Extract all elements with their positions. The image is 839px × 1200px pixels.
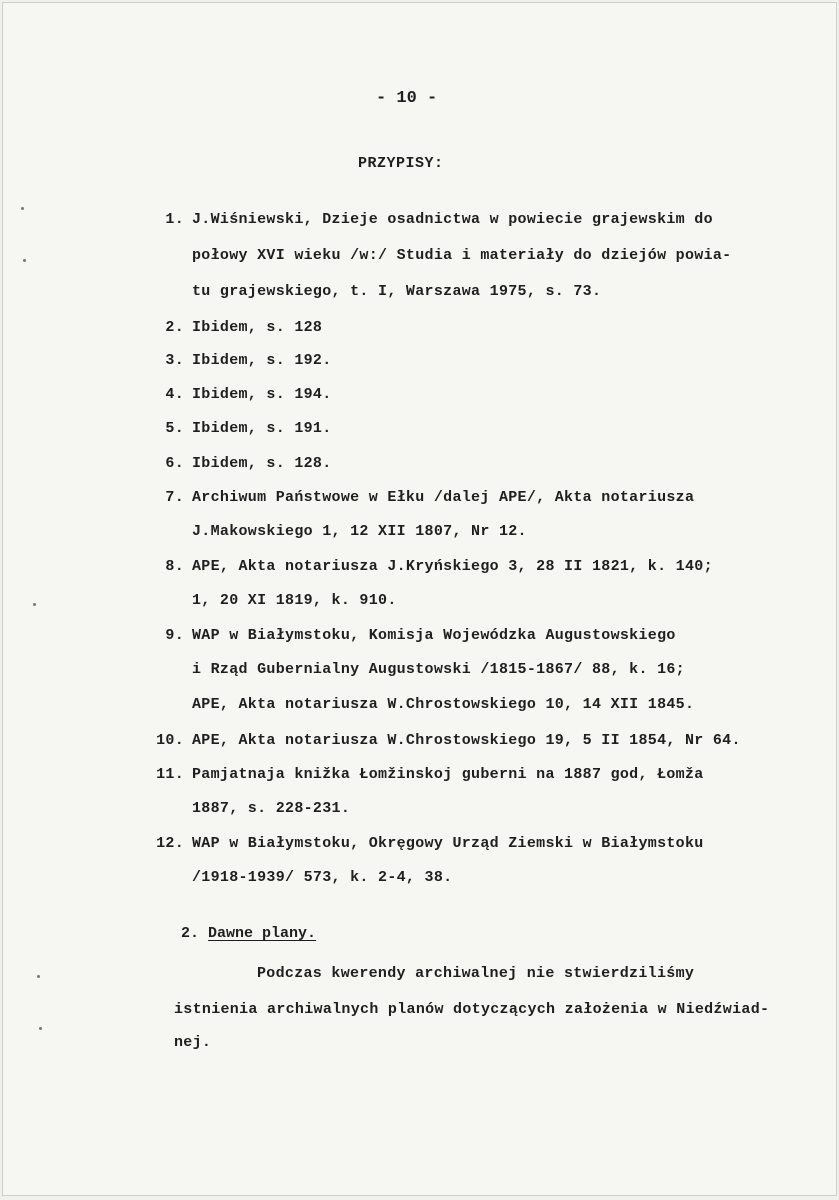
section-heading bbox=[181, 925, 316, 942]
paper-speck bbox=[39, 1027, 42, 1030]
footnote-text: i Rząd Gubernialny Augustowski /1815-1867/ 88, k. 16; bbox=[192, 661, 685, 678]
footnote-text: Ibidem, s. 128 bbox=[192, 319, 323, 336]
footnote-text: Pamjatnaja knižka Łomžinskoj guberni na 1887 god, Łomža bbox=[192, 766, 704, 783]
footnote-number: 5. bbox=[165, 420, 184, 437]
footnote-number: 8. bbox=[165, 558, 184, 575]
footnote-text: Ibidem, s. 128. bbox=[192, 455, 332, 472]
footnote-number: 9. bbox=[165, 627, 184, 644]
footnote-text: Ibidem, s. 192. bbox=[192, 352, 332, 369]
footnote-text: WAP w Białymstoku, Komisja Wojewódzka Augustowskiego bbox=[192, 627, 676, 644]
footnote-text: 1887, s. 228-231. bbox=[192, 800, 351, 817]
paragraph-line: Podczas kwerendy archiwalnej nie stwierdziliśmy bbox=[257, 965, 695, 982]
footnote-text: Ibidem, s. 191. bbox=[192, 420, 332, 437]
footnote-text: APE, Akta notariusza W.Chrostowskiego 19, 5 II 1854, Nr 64. bbox=[192, 732, 741, 749]
paragraph-line: nej. bbox=[174, 1034, 212, 1051]
footnote-text: J.Makowskiego 1, 12 XII 1807, Nr 12. bbox=[192, 523, 527, 540]
footnote-number: 3. bbox=[165, 352, 184, 369]
footnote-text: WAP w Białymstoku, Okręgowy Urząd Ziemski w Białymstoku bbox=[192, 835, 704, 852]
footnote-number: 1. bbox=[165, 211, 184, 228]
footnote-number: 2. bbox=[165, 319, 184, 336]
footnote-text: APE, Akta notariusza J.Kryńskiego 3, 28 II 1821, k. 140; bbox=[192, 558, 713, 575]
footnote-text: połowy XVI wieku /w:/ Studia i materiały do dziejów powia- bbox=[192, 247, 732, 264]
footnote-number: 4. bbox=[165, 386, 184, 403]
paper-speck bbox=[23, 259, 26, 262]
document-page bbox=[2, 2, 837, 1196]
footnote-number: 10. bbox=[156, 732, 184, 749]
footnote-number: 12. bbox=[156, 835, 184, 852]
footnote-number: 11. bbox=[156, 766, 184, 783]
paper-speck bbox=[37, 975, 40, 978]
footnote-text: /1918-1939/ 573, k. 2-4, 38. bbox=[192, 869, 453, 886]
footnote-text: tu grajewskiego, t. I, Warszawa 1975, s. 73. bbox=[192, 283, 602, 300]
footnote-number: 7. bbox=[165, 489, 184, 506]
footnote-text: J.Wiśniewski, Dzieje osadnictwa w powiecie grajewskim do bbox=[192, 211, 713, 228]
paper-speck bbox=[33, 603, 36, 606]
footnotes-heading: PRZYPISY: bbox=[358, 155, 444, 172]
footnote-text: Ibidem, s. 194. bbox=[192, 386, 332, 403]
page-number: - 10 - bbox=[376, 89, 438, 108]
section-title: Dawne plany. bbox=[208, 925, 317, 942]
footnote-text: 1, 20 XI 1819, k. 910. bbox=[192, 592, 397, 609]
paragraph-line: istnienia archiwalnych planów dotyczących założenia w Niedźwiad- bbox=[174, 1001, 770, 1018]
section-number: 2. bbox=[181, 925, 200, 942]
footnote-text: Archiwum Państwowe w Ełku /dalej APE/, Akta notariusza bbox=[192, 489, 695, 506]
footnote-text: APE, Akta notariusza W.Chrostowskiego 10, 14 XII 1845. bbox=[192, 696, 695, 713]
footnote-number: 6. bbox=[165, 455, 184, 472]
paper-speck bbox=[21, 207, 24, 210]
